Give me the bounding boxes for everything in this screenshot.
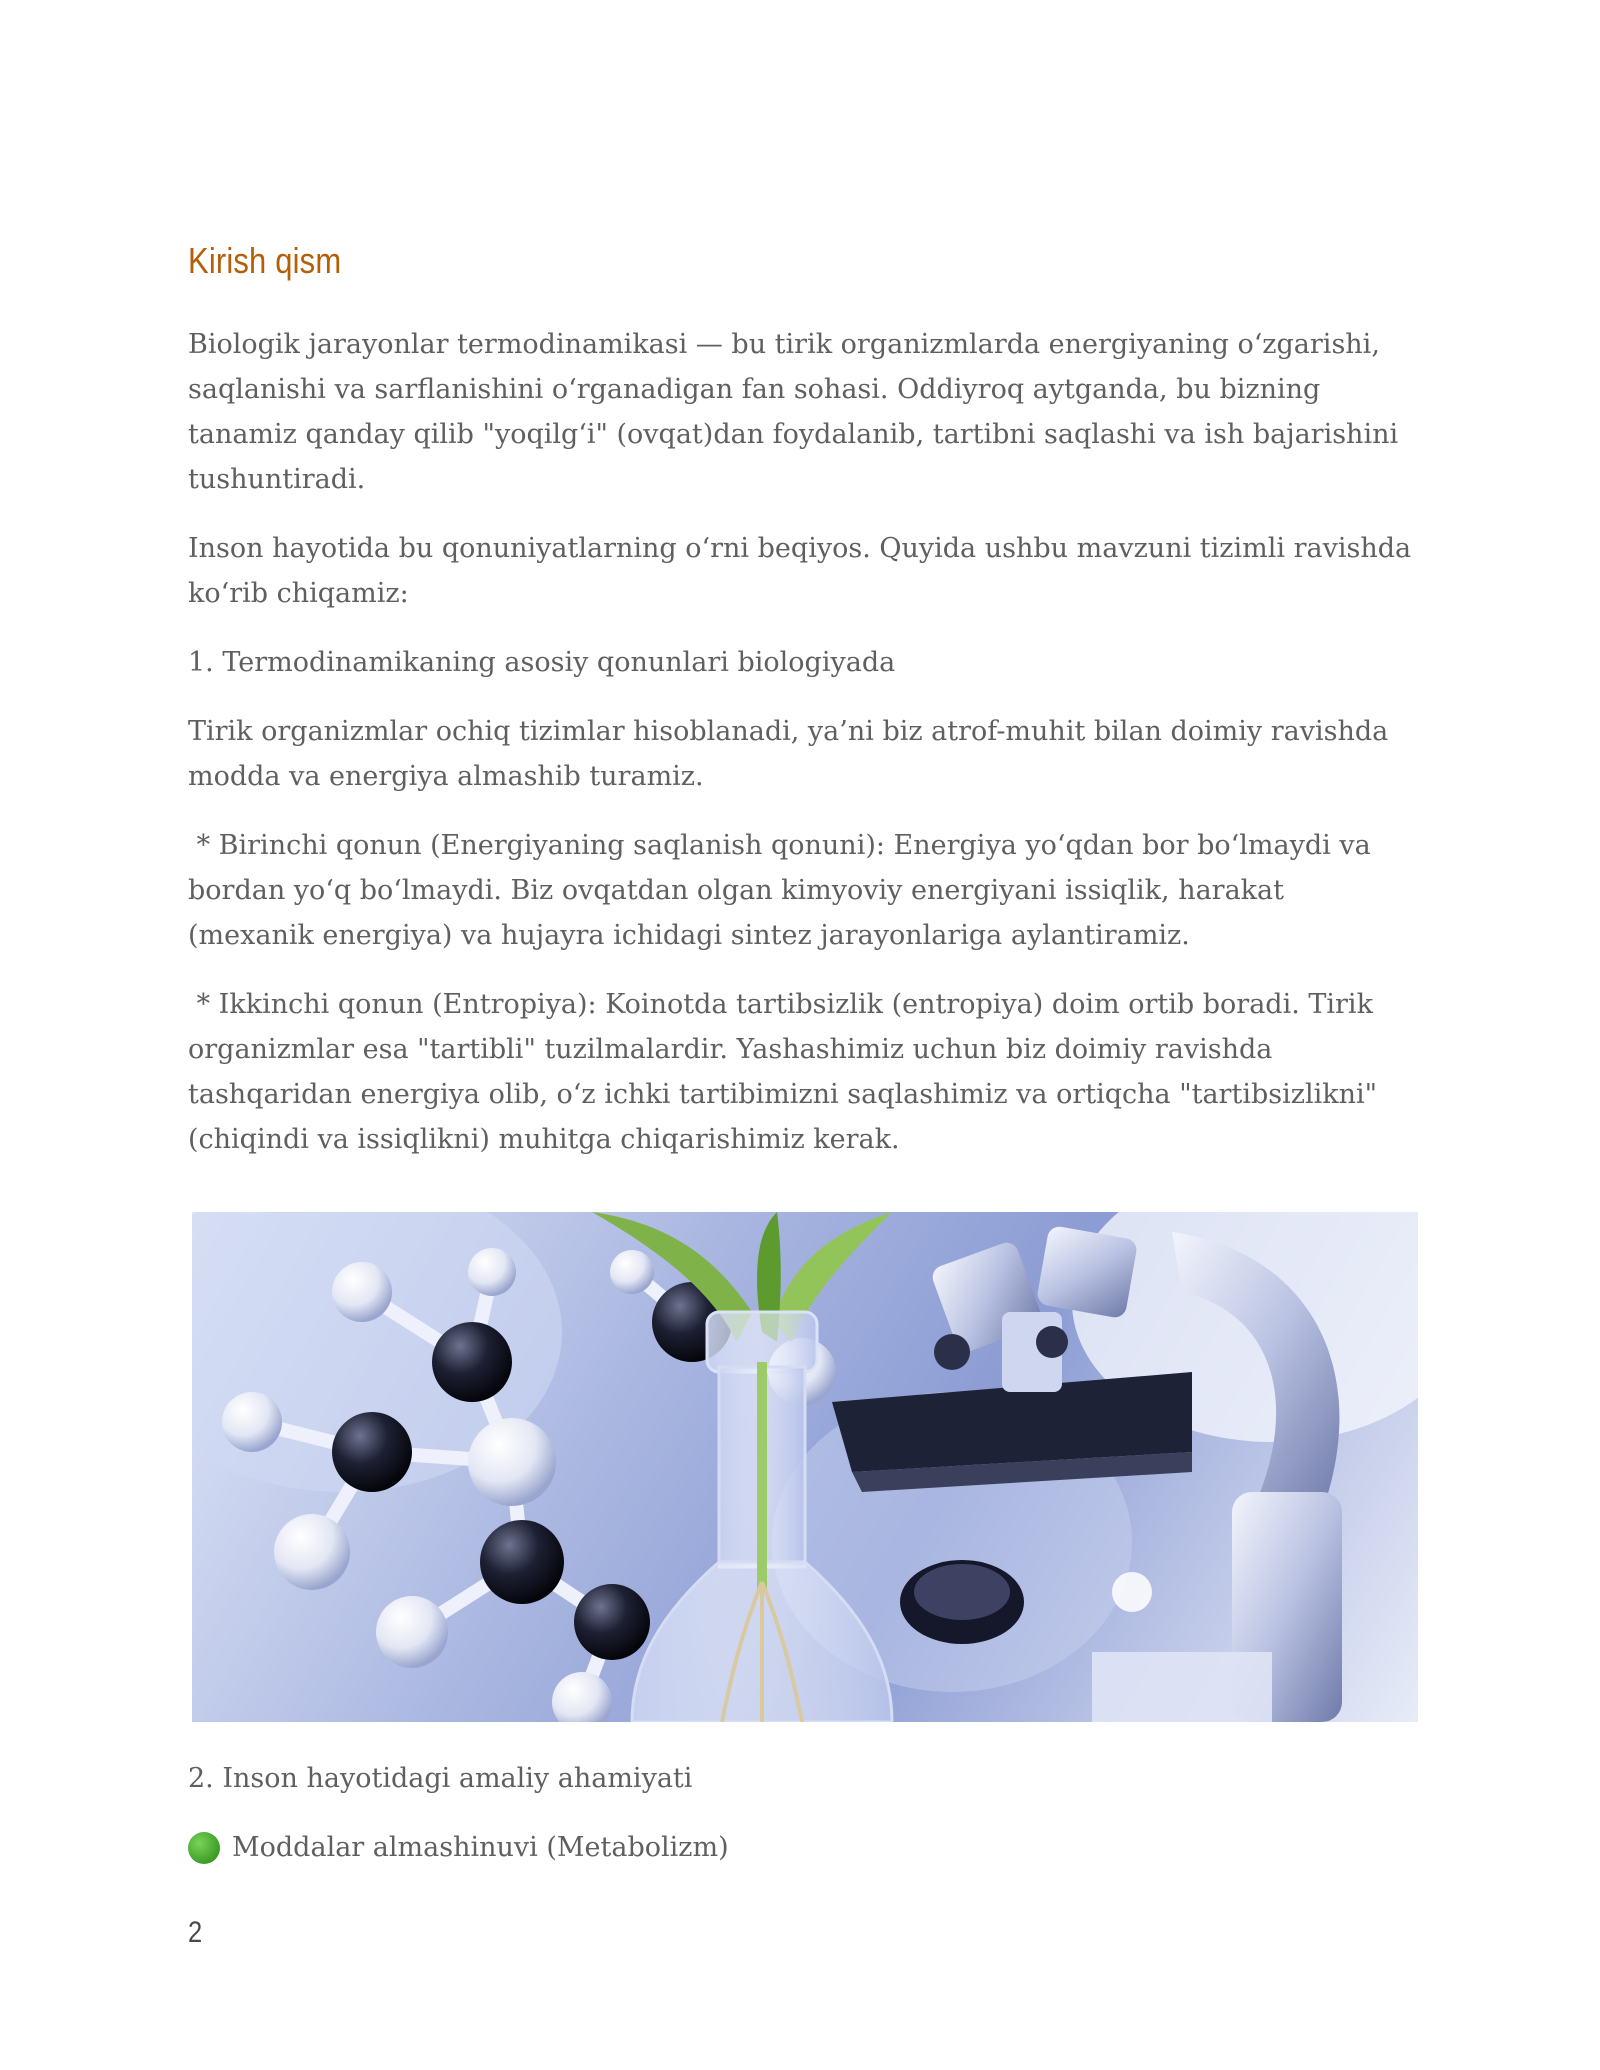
second-law-paragraph: * Ikkinchi qonun (Entropiya): Koinotda tartibsizlik (entropiya) doim ortib boradi. Tirik organizmlar esa "tartibli" tuzilmalardir. Yashashimiz uchun biz doimiy ravishda tashqaridan energiya olib, o‘z ichki tartibimizni saqlashimiz va ortiqcha "tartibsizlikni" (chiqindi va issiqlikni) muhitga chiqarishimiz kerak. [188,989,1386,1155]
section2-title: 2. Inson hayotidagi amaliy ahamiyati [188,1763,693,1794]
first-law-paragraph: * Birinchi qonun (Energiyaning saqlanish qonuni): Energiya yo‘qdan bor bo‘lmaydi va bordan yo‘q bo‘lmaydi. Biz ovqatdan olgan kimyoviy energiyani issiqlik, harakat (mexanik energiya) va hujayra ichidagi sintez jarayonlariga aylantiramiz. [188,830,1380,951]
importance-paragraph: Inson hayotida bu qonuniyatlarning o‘rni beqiyos. Quyida ushbu mavzuni tizimli ravishda ko‘rib chiqamiz: [188,533,1412,609]
lower-content [188,1756,1418,1870]
metabolism-bullet [188,1825,1418,1870]
molecule-flask-microscope-picture [192,1212,1418,1722]
intro-paragraph: Biologik jarayonlar termodinamikasi — bu tirik organizmlarda energiyaning o‘zgarishi, saqlanishi va sarflanishini o‘rganadigan fan sohasi. Oddiyroq aytganda, bu bizning tanamiz qanday qilib "yoqilg‘i" (ovqat)dan foydalanib, tartibni saqlashi va ish bajarishini tushuntiradi. [188,329,1399,495]
section-heading: Kirish qism [188,240,342,281]
green-circle-icon [188,1832,220,1864]
laboratory-illustration [192,1212,1418,1722]
document-page [188,240,1418,1186]
section1-title: 1. Termodinamikaning asosiy qonunlari biologiyada [188,647,896,678]
metabolism-bullet-label: Moddalar almashinuvi (Metabolizm) [232,1832,729,1863]
page-number: 2 [188,1916,203,1949]
open-systems-paragraph: Tirik organizmlar ochiq tizimlar hisoblanadi, ya’ni biz atrof-muhit bilan doimiy ravishda modda va energiya almashib turamiz. [188,716,1389,792]
